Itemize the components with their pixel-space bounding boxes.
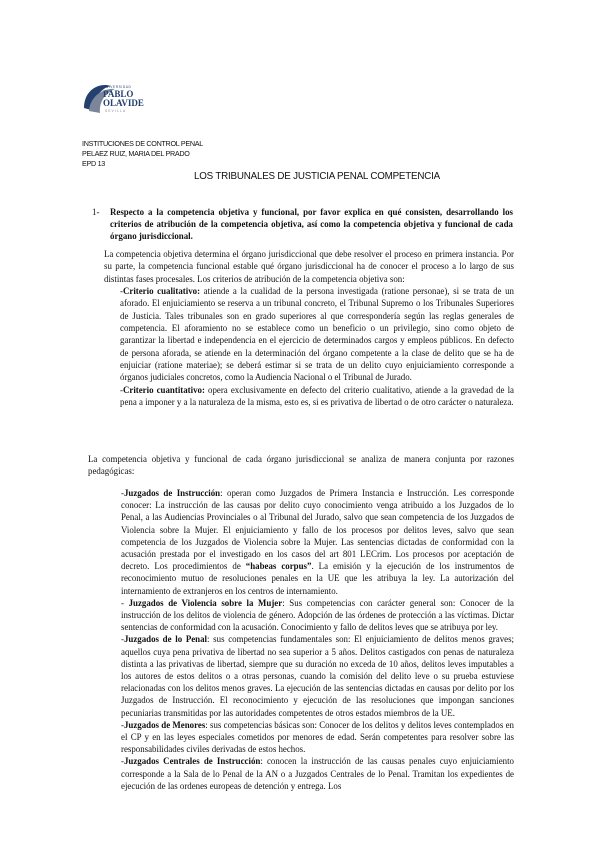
- organ-text: : Sus competencias con carácter general son: Conocer de la instrucción de los delitos de violencia de género. Adopción de las órdenes de protección a las víctimas. Dictar sentencias de conformidad con la acusación. Conocimiento y fallo de delitos leves que se atribuya por ley.: [121, 597, 514, 633]
- question-text: Respecto a la competencia objetiva y funcional, por favor explica en qué consisten, desarrollando los criterios de atribución de la competencia objetiva, así como la competencia objetiva y funcional de cada órgano jurisdiccional.: [110, 207, 513, 242]
- author-name: PELAEZ RUIZ, MARIA DEL PRADO: [82, 149, 190, 158]
- organ-emphasis: “habeas corpus”: [245, 561, 312, 572]
- question-number: 1-: [92, 207, 100, 217]
- question-block: [92, 206, 513, 243]
- organ-label: Juzgados Centrales de Instrucción: [123, 756, 261, 767]
- criterion-text: opera exclusivamente en defecto del criterio cualitativo, atiende a la gravedad de la pena a imponer y a la naturaleza de la misma, esto es, si es privativa de libertad o de otro carácter o naturaleza.: [120, 384, 514, 408]
- transition-text: La competencia objetiva y funcional de cada órgano jurisdiccional se analiza de manera conjunta por razones pedagógicas:: [88, 454, 514, 477]
- organs-list: [121, 487, 514, 792]
- criterion-text: atiende a la cualidad de la persona investigada (ratione personae), si se trata de un aforado. El enjuiciamiento se reserva a un tribunal concreto, el Tribunal Supremo o los Tribunales Superiores de Justicia. Tales tribunales son en grado superiores al que correspondería según las reglas generales de competencia. El aforamiento no se establece como un beneficio o un privilegio, sino como objeto de garantizar la libertad e independencia en el ejercicio de determinados cargos y empleos públicos. En defecto de persona aforada, se atiende en la determinación del órgano competente a la clase de delito que se ha de enjuiciar (ratione materiae); se deberá estimar si se trata de un delito cuyo enjuiciamiento corresponde a órganos judiciales concretos, como la Audiencia Nacional o el Tribunal de Jurado.: [120, 286, 514, 383]
- document-header: [82, 139, 203, 169]
- organ-text: : conocen la instrucción de las causas penales cuyo enjuiciamiento corresponde a la Sala de lo Penal de la AN o a Juzgados Centrales de lo Penal. Tramitan los expedientes de ejecución de las ordenes europeas de detención y entrega. Los: [121, 756, 514, 791]
- organ-text: : operan como Juzgados de Primera Instancia e Instrucción. Les corresponde conocer: La instrucción de las causas por delito cuyo conocimiento venga atribuido a los Juzgados de lo Penal, a las Audiencias Provinciales o al Tribunal del Jurado, salvo que sean competencia de los Juzgados de Violencia sobre la Mujer. El enjuiciamiento y fallo de los procesos por delitos leves, salvo que sean competencia de los Juzgados de Violencia sobre la Mujer. Las sentencias dictadas de conformidad con la acusación prestada por el investigado en los casos del art 801 LECrim. Los procesos por aceptación de decreto. Los procedimientos de: [121, 488, 515, 572]
- organ-label: Juzgados de Menores: [123, 719, 206, 730]
- answer-intro: [104, 248, 514, 408]
- organ-item: -Juzgados Centrales de Instrucción: conocen la instrucción de las causas penales cuyo enjuiciamiento corresponde a la Sala de lo Penal de la AN o a Juzgados Centrales de lo Penal. Tramitan los expedientes de ejecución de las ordenes europeas de detención y entrega. Los: [121, 756, 514, 791]
- criterion-label: Criterio cuantitativo:: [122, 384, 205, 395]
- organ-item: -Juzgados de lo Penal: sus competencias fundamentales son: El enjuiciamiento de delitos menos graves; aquellos cuya pena privativa de libertad no sea superior a 5 años. Delitos castigados con penas de naturaleza distinta a las privativas de libertad, siempre que su duración no exceda de 10 años, delitos leves imputables a los autores de estos delitos o a otras personas, cuando la comisión del delito leve o su prueba estuviese relacionadas con los delitos menos graves. La ejecución de las sentencias dictadas en causas por delito por los Juzgados de Instrucción. El reconocimiento y ejecución de las resoluciones que impongan sanciones pecuniarias transmitidas por las autoridades competentes de otros estados miembros de la UE.: [121, 634, 515, 718]
- transition-paragraph: [88, 453, 514, 478]
- logo-text-top: UNIVERSIDAD: [103, 85, 132, 89]
- organ-label: Juzgados de Instrucción: [123, 488, 221, 498]
- epd-number: EPD 13: [82, 159, 105, 168]
- intro-paragraph: La competencia objetiva determina el órgano jurisdiccional que debe resolver el proceso en primera instancia. Por su parte, la competencia funcional estable qué órgano jurisdiccional ha de conocer el proceso a lo largo de sus distintas fases procesales. Los criterios de atribución de la competencia objetiva son:: [104, 249, 514, 284]
- organ-text: : sus competencias básicas son: Conocer de los delitos y delitos leves contemplados en el CP y en las leyes especiales cometidos por menores de edad. Serán competentes para resolver sobre las responsabilidades civiles derivadas de estos hechos.: [121, 719, 514, 755]
- logo-text-sub: OLAVIDE: [103, 98, 144, 108]
- organ-item: -Juzgados de Menores: sus competencias básicas son: Conocer de los delitos y delitos leves contemplados en el CP y en las leyes especiales cometidos por menores de edad. Serán competentes para resolver sobre las responsabilidades civiles derivadas de estos hechos.: [121, 719, 514, 755]
- criterion-item: -Criterio cualitativo: atiende a la cualidad de la persona investigada (ratione personae), si se trata de un aforado. El enjuiciamiento se reserva a un tribunal concreto, el Tribunal Supremo o los Tribunales Superiores de Justicia. Tales tribunales son en grado superiores al que correspondería según las reglas generales de competencia. El aforamiento no se establece como un beneficio o un privilegio, sino como objeto de garantizar la libertad e independencia en el ejercicio de determinados cargos y empleos públicos. En defecto de persona aforada, se atiende en la determinación del órgano competente a la clase de delito que se ha de enjuiciar (ratione materiae); se deberá estimar si se trata de un delito cuyo enjuiciamiento corresponde a órganos judiciales concretos, como la Audiencia Nacional o el Tribunal de Jurado.: [120, 286, 514, 383]
- university-logo: [81, 78, 161, 118]
- organ-item: -Juzgados de Instrucción: operan como Juzgados de Primera Instancia e Instrucción. Les corresponde conocer: La instrucción de las causas por delito cuyo conocimiento venga atribuido a los Juzgados de lo Penal, a las Audiencias Provinciales o al Tribunal del Jurado, salvo que sean competencia de los Juzgados de Violencia sobre la Mujer. El enjuiciamiento y fallo de los procesos por delitos leves, salvo que sean competencia de los Juzgados de Violencia sobre la Mujer. Las sentencias dictadas de conformidad con la acusación prestada por el investigado en los casos del art 801 LECrim. Los procesos por aceptación de decreto. Los procedimientos de “habeas corpus”. La emisión y la ejecución de los instrumentos de reconocimiento mutuo de resoluciones penales en la UE que les atribuya la ley. La autorización del internamiento de extranjeros en los centros de internamiento.: [121, 488, 515, 596]
- organ-label: Juzgados de Violencia sobre la Mujer: [123, 597, 283, 608]
- criteria-list: [120, 285, 514, 408]
- organ-item: - Juzgados de Violencia sobre la Mujer: Sus competencias con carácter general son: Conocer de la instrucción de los delitos de violencia de género. Adopción de las órdenes de protección a las víctimas. Dictar sentencias de conformidad con la acusación. Conocimiento y fallo de delitos leves que se atribuya por ley.: [121, 597, 514, 633]
- criterion-label: Criterio cualitativo:: [122, 286, 201, 297]
- logo-text-main: PABLO: [103, 89, 134, 99]
- university-logo-mark: [81, 78, 161, 118]
- organ-text: : sus competencias fundamentales son: El enjuiciamiento de delitos menos graves; aquellos cuya pena privativa de libertad no sea superior a 5 años. Delitos castigados con penas de naturaleza distinta a las privativas de libertad, siempre que su duración no exceda de 10 años, delitos leves imputables a los autores de estos delitos o a otras personas, cuando la comisión del delito leve o su prueba estuviese relacionadas con los delitos menos graves. La ejecución de las sentencias dictadas en causas por delito por los Juzgados de Instrucción. El reconocimiento y ejecución de las resoluciones que impongan sanciones pecuniarias transmitidas por las autoridades competentes de otros estados miembros de la UE.: [121, 634, 515, 718]
- course-name: INSTITUCIONES DE CONTROL PENAL: [82, 139, 203, 148]
- document-title: LOS TRIBUNALES DE JUSTICIA PENAL COMPETENCIA: [194, 171, 440, 182]
- logo-text-city: SEVILLA: [105, 109, 127, 113]
- organ-label: Juzgados de lo Penal: [123, 634, 208, 645]
- criterion-item: -Criterio cuantitativo: opera exclusivamente en defecto del criterio cualitativo, atiende a la gravedad de la pena a imponer y a la naturaleza de la misma, esto es, si es privativa de libertad o de otro carácter o naturaleza.: [120, 384, 514, 408]
- organ-text-tail: . La emisión y la ejecución de los instrumentos de reconocimiento mutuo de resoluciones penales en la UE que les atribuya la ley. La autorización del internamiento de extranjeros en los centros de internamiento.: [121, 561, 514, 596]
